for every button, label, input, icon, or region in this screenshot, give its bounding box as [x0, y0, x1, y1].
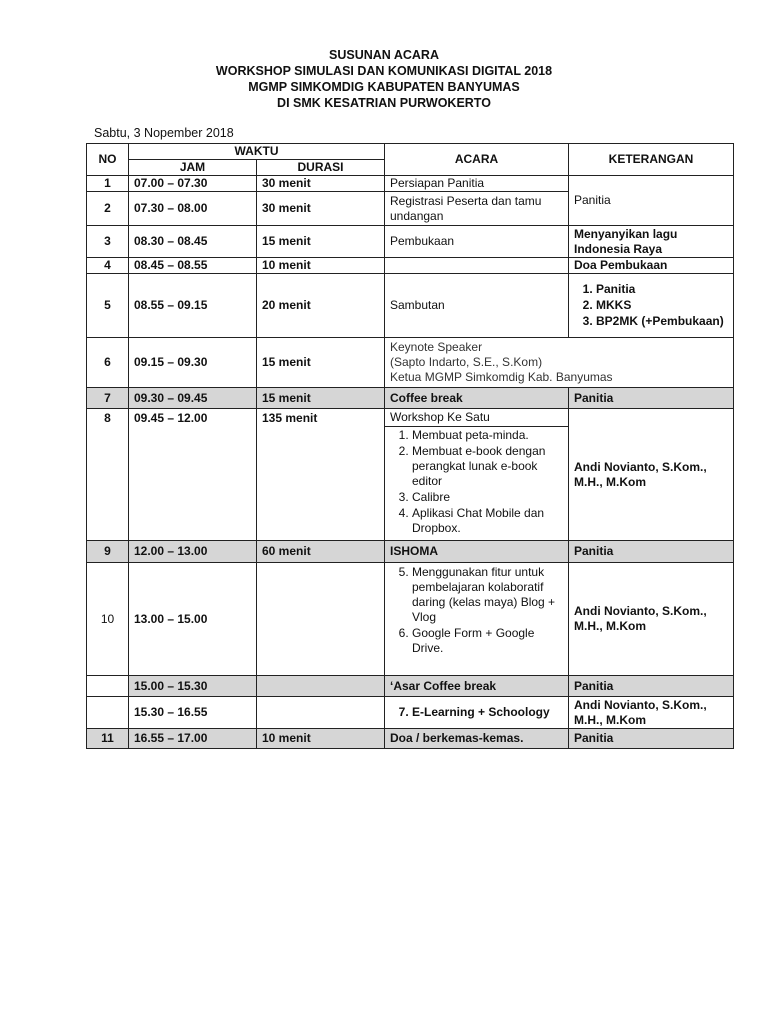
row-durasi: 15 menit — [257, 388, 385, 409]
row-durasi: 15 menit — [257, 226, 385, 258]
row-durasi: 60 menit — [257, 541, 385, 563]
row-durasi: 15 menit — [257, 338, 385, 388]
list-item: 3. BP2MK (+Pembukaan) — [596, 314, 728, 330]
header-jam: JAM — [129, 160, 257, 176]
list-item: 1. Panitia — [596, 282, 728, 298]
workshop-list — [390, 565, 563, 657]
row-keterangan: Andi Novianto, S.Kom., M.H., M.Kom — [569, 563, 734, 676]
row-acara: ISHOMA — [385, 541, 569, 563]
row-jam: 09.15 – 09.30 — [129, 338, 257, 388]
row-jam: 15.00 – 15.30 — [129, 676, 257, 697]
row-acara: Doa / berkemas-kemas. — [385, 729, 569, 749]
row-no: 5 — [87, 274, 129, 338]
table-row — [87, 274, 734, 338]
row-jam: 12.00 – 13.00 — [129, 541, 257, 563]
header-no: NO — [87, 144, 129, 176]
row-no: 3 — [87, 226, 129, 258]
row-keterangan: Andi Novianto, S.Kom., M.H., M.Kom — [569, 697, 734, 729]
row-jam: 08.55 – 09.15 — [129, 274, 257, 338]
title-line-4: DI SMK KESATRIAN PURWOKERTO — [277, 96, 491, 110]
row-acara — [385, 697, 569, 729]
list-item: 2. Membuat e-book dengan perangkat lunak e-book editor — [412, 444, 563, 490]
keynote-line: Keynote Speaker — [390, 340, 483, 354]
row-jam: 07.00 – 07.30 — [129, 176, 257, 192]
row-acara: Pembukaan — [385, 226, 569, 258]
row-no: 6 — [87, 338, 129, 388]
row-jam: 15.30 – 16.55 — [129, 697, 257, 729]
row-acara: Coffee break — [385, 388, 569, 409]
row-acara — [385, 409, 569, 541]
table-row — [87, 388, 734, 409]
row-no: 9 — [87, 541, 129, 563]
table-row — [87, 338, 734, 388]
table-row — [87, 676, 734, 697]
row-jam: 08.30 – 08.45 — [129, 226, 257, 258]
row-acara: Registrasi Peserta dan tamu undangan — [385, 192, 569, 226]
row-durasi — [257, 697, 385, 729]
row-jam: 09.30 – 09.45 — [129, 388, 257, 409]
keterangan-list — [574, 282, 728, 330]
row-keterangan: Panitia — [569, 388, 734, 409]
row-acara-keynote — [385, 338, 734, 388]
table-row — [87, 226, 734, 258]
row-acara: ‘Asar Coffee break — [385, 676, 569, 697]
row-durasi: 30 menit — [257, 192, 385, 226]
list-item: 5. Menggunakan fitur untuk pembelajaran kolaboratif daring (kelas maya) Blog + Vlog — [412, 565, 563, 626]
row-keterangan: Panitia — [569, 541, 734, 563]
keynote-line: Ketua MGMP Simkomdig Kab. Banyumas — [390, 370, 613, 384]
row-jam: 16.55 – 17.00 — [129, 729, 257, 749]
row-durasi: 20 menit — [257, 274, 385, 338]
row-no: 2 — [87, 192, 129, 226]
row-keterangan — [569, 274, 734, 338]
row-jam: 09.45 – 12.00 — [129, 409, 257, 541]
row-keterangan: Doa Pembukaan — [569, 258, 734, 274]
row-acara — [385, 563, 569, 676]
row-jam: 13.00 – 15.00 — [129, 563, 257, 676]
row-acara: Sambutan — [385, 274, 569, 338]
table-row — [87, 176, 734, 192]
event-date: Sabtu, 3 Nopember 2018 — [94, 126, 234, 140]
header-acara: ACARA — [385, 144, 569, 176]
table-row — [87, 729, 734, 749]
row-keterangan: Panitia — [569, 176, 734, 226]
row-acara: Persiapan Panitia — [385, 176, 569, 192]
row-no: 10 — [87, 563, 129, 676]
row-keterangan: Andi Novianto, S.Kom., M.H., M.Kom — [569, 409, 734, 541]
row-no: 11 — [87, 729, 129, 749]
row-durasi: 10 menit — [257, 258, 385, 274]
row-no: 8 — [87, 409, 129, 541]
header-row-1 — [87, 144, 734, 160]
row-no: 1 — [87, 176, 129, 192]
list-item: 1. Membuat peta-minda. — [412, 428, 563, 444]
row-no — [87, 697, 129, 729]
table-row — [87, 409, 734, 541]
row-durasi — [257, 676, 385, 697]
list-item: 3. Calibre — [412, 490, 563, 506]
title-line-3: MGMP SIMKOMDIG KABUPATEN BANYUMAS — [248, 80, 520, 94]
row-durasi: 30 menit — [257, 176, 385, 192]
row-jam: 07.30 – 08.00 — [129, 192, 257, 226]
title-line-2: WORKSHOP SIMULASI DAN KOMUNIKASI DIGITAL 2018 — [215, 64, 553, 78]
header-keterangan: KETERANGAN — [569, 144, 734, 176]
list-item: 4. Aplikasi Chat Mobile dan Dropbox. — [412, 506, 563, 537]
list-item: 6. Google Form + Google Drive. — [412, 626, 563, 657]
workshop-list — [385, 427, 568, 538]
row-durasi: 135 menit — [257, 409, 385, 541]
table-row — [87, 258, 734, 274]
row-no: 7 — [87, 388, 129, 409]
table-row — [87, 697, 734, 729]
row-keterangan: Panitia — [569, 676, 734, 697]
header-waktu: WAKTU — [129, 144, 385, 160]
title-line-1: SUSUNAN ACARA — [329, 48, 439, 62]
workshop-list — [390, 705, 563, 721]
table-row — [87, 541, 734, 563]
header-durasi: DURASI — [257, 160, 385, 176]
row-durasi — [257, 563, 385, 676]
document-title — [0, 47, 768, 111]
keynote-line: (Sapto Indarto, S.E., S.Kom) — [390, 355, 543, 369]
row-acara — [385, 258, 569, 274]
schedule-table — [86, 143, 734, 749]
row-keterangan: Panitia — [569, 729, 734, 749]
row-no — [87, 676, 129, 697]
table-row — [87, 563, 734, 676]
list-item: 7. E-Learning + Schoology — [412, 705, 563, 721]
workshop-title: Workshop Ke Satu — [385, 409, 568, 427]
row-no: 4 — [87, 258, 129, 274]
row-keterangan: Menyanyikan lagu Indonesia Raya — [569, 226, 734, 258]
list-item: 2. MKKS — [596, 298, 728, 314]
row-durasi: 10 menit — [257, 729, 385, 749]
row-jam: 08.45 – 08.55 — [129, 258, 257, 274]
